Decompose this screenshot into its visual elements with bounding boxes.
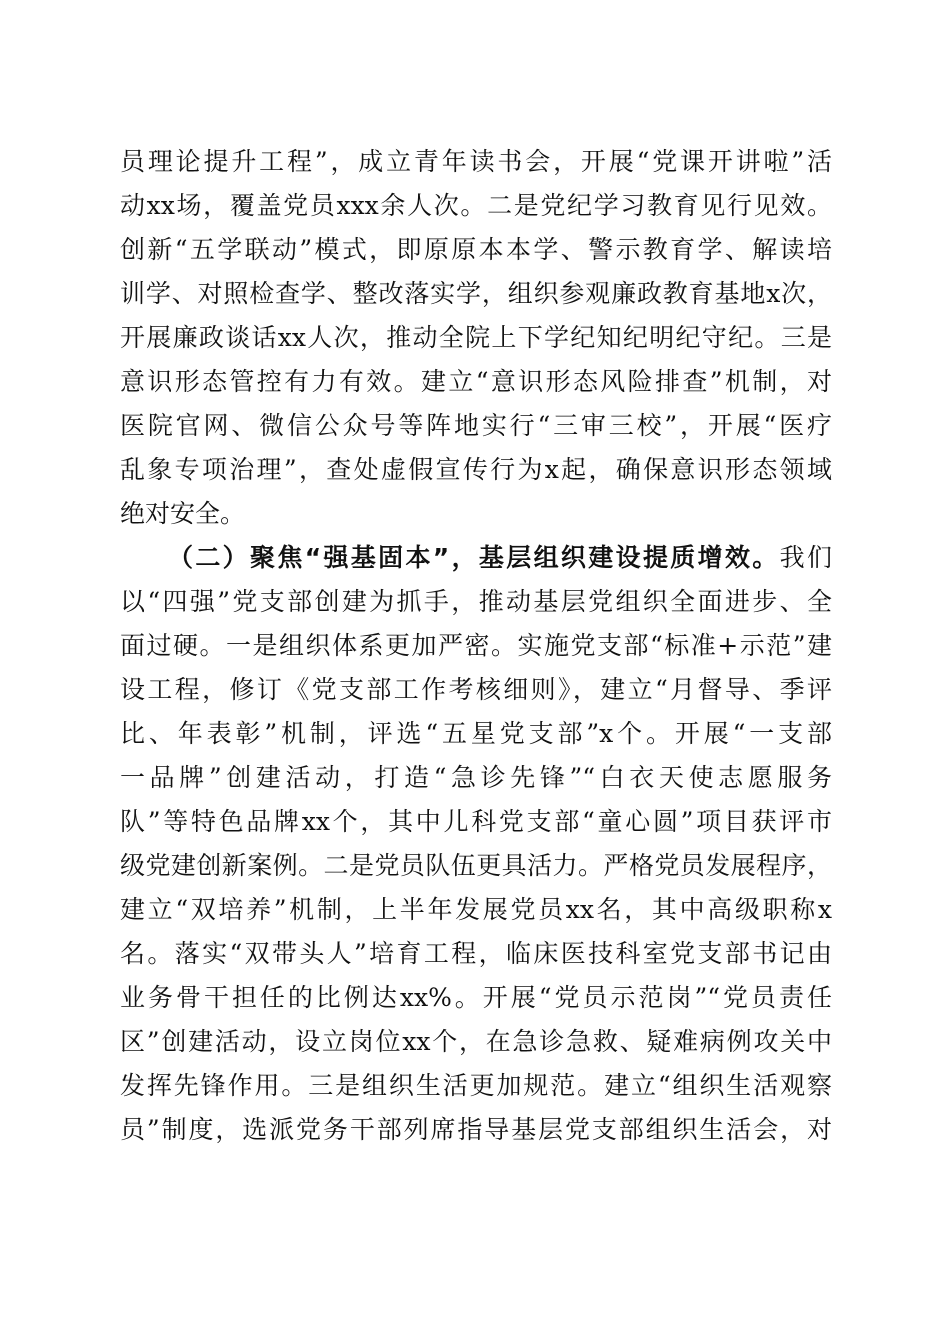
paragraph-line: 队”等特色品牌xx个，其中儿科党支部“童心圆”项目获评市 xyxy=(120,807,832,836)
paragraph-line: 意识形态管控有力有效。建立“意识形态风险排查”机制，对 xyxy=(120,367,832,396)
paragraph-line: 面过硬。一是组织体系更加严密。实施党支部“标准+示范”建 xyxy=(120,631,832,660)
section-heading-line xyxy=(168,540,832,576)
section-heading: （二）聚焦“强基固本”，基层组织建设提质增效。 xyxy=(168,543,780,572)
paragraph-line: 乱象专项治理”，查处虚假宣传行为x起，确保意识形态领域 xyxy=(120,455,832,484)
paragraph-line: 区”创建活动，设立岗位xx个，在急诊急救、疑难病例攻关中 xyxy=(120,1027,832,1056)
paragraph-line: 比、年表彰”机制，评选“五星党支部”x个。开展“一支部 xyxy=(120,719,832,748)
paragraph-line: 员理论提升工程”，成立青年读书会，开展“党课开讲啦”活 xyxy=(120,147,832,176)
paragraph-line: 医院官网、微信公众号等阵地实行“三审三校”，开展“医疗 xyxy=(120,411,832,440)
paragraph-line: 开展廉政谈话xx人次，推动全院上下学纪知纪明纪守纪。三是 xyxy=(120,323,832,352)
paragraph-line: 创新“五学联动”模式，即原原本本学、警示教育学、解读培 xyxy=(120,235,832,264)
paragraph-line: 以“四强”党支部创建为抓手，推动基层党组织全面进步、全 xyxy=(120,587,832,616)
paragraph-line: 动xx场，覆盖党员xxx余人次。二是党纪学习教育见行见效。 xyxy=(120,191,832,220)
paragraph-line: 名。落实“双带头人”培育工程，临床医技科室党支部书记由 xyxy=(120,939,832,968)
paragraph-line: 建立“双培养”机制，上半年发展党员xx名，其中高级职称x xyxy=(120,895,832,924)
paragraph-line: 发挥先锋作用。三是组织生活更加规范。建立“组织生活观察 xyxy=(120,1071,832,1100)
section-heading-tail: 我们 xyxy=(779,543,832,572)
paragraph-line: 级党建创新案例。二是党员队伍更具活力。严格党员发展程序， xyxy=(120,851,832,880)
paragraph-line: 设工程，修订《党支部工作考核细则》，建立“月督导、季评 xyxy=(120,675,832,704)
paragraph-line: 员”制度，选派党务干部列席指导基层党支部组织生活会，对 xyxy=(120,1115,832,1144)
paragraph-line: 业务骨干担任的比例达xx%。开展“党员示范岗”“党员责任 xyxy=(120,983,832,1012)
paragraph-line: 绝对安全。 xyxy=(120,499,246,528)
paragraph-line: 训学、对照检查学、整改落实学，组织参观廉政教育基地x次， xyxy=(120,279,832,308)
paragraph-line: 一品牌”创建活动，打造“急诊先锋”“白衣天使志愿服务 xyxy=(120,763,832,792)
